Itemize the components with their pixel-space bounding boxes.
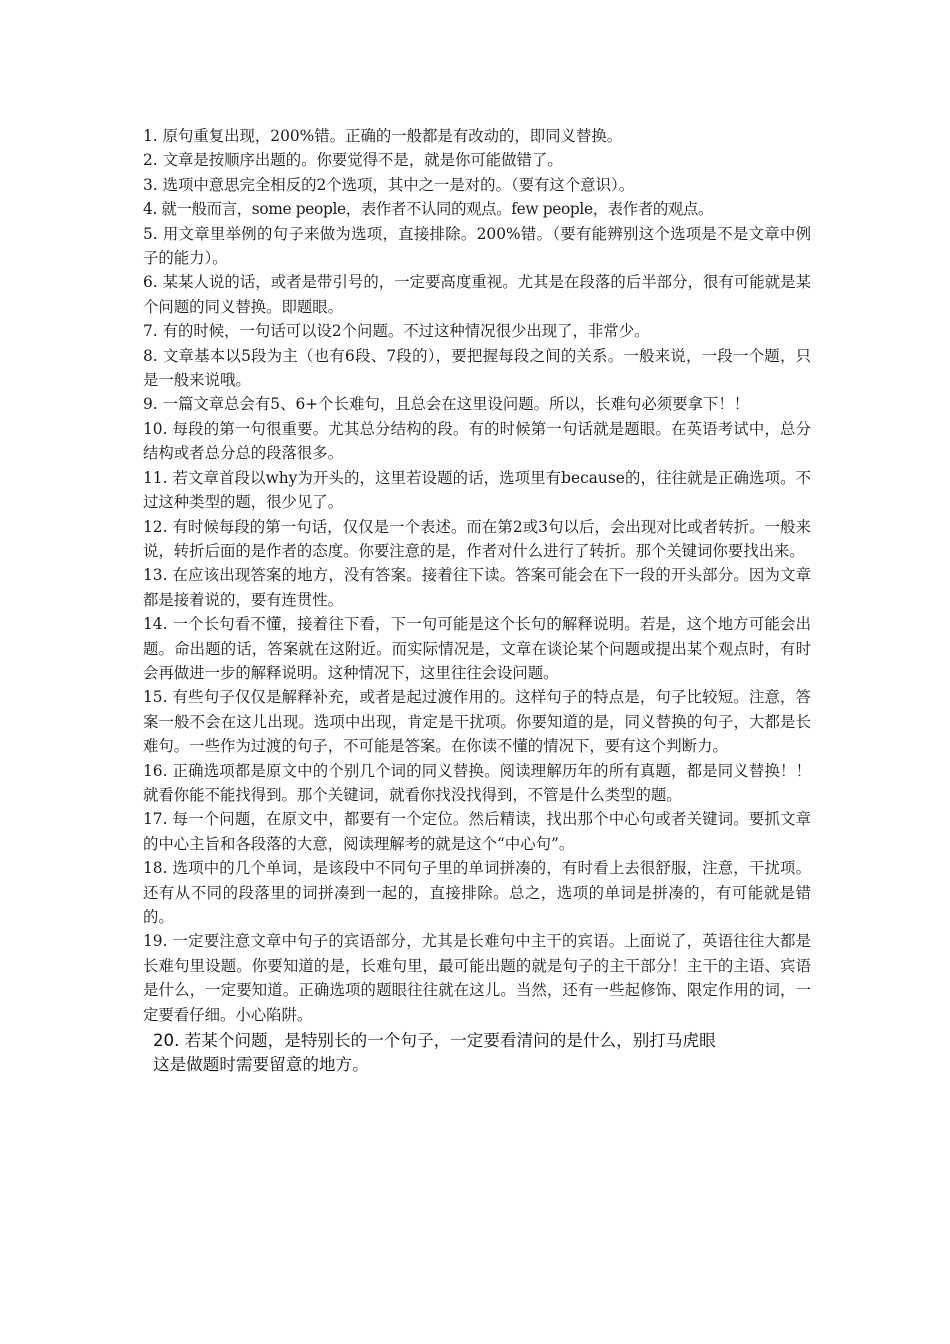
tip-item-16: 16. 正确选项都是原文中的个别几个词的同义替换。阅读理解历年的所有真题，都是同义替换！！就看你能不能找得到。那个关键词，就看你找没找得到，不管是什么类型的题。 (143, 761, 811, 804)
tip-item-2: 2. 文章是按顺序出题的。你要觉得不是，就是你可能做错了。 (143, 151, 563, 170)
tip-item-6: 6. 某某人说的话，或者是带引号的，一定要高度重视。尤其是在段落的后半部分，很有可能就是某个问题的同义替换。即题眼。 (143, 273, 811, 316)
tip-item-1: 1. 原句重复出现，200%错。正确的一般都是有改动的，即同义替换。 (143, 127, 623, 145)
tip-item-7: 7. 有的时候，一句话可以设2个问题。不过这种情况很少出现了，非常少。 (143, 322, 650, 341)
tip-item-9: 9. 一篇文章总会有5、6+个长难句，且总会在这里设问题。所以，长难句必须要拿下！！ (143, 395, 750, 414)
tip-item-18: 18. 选项中的几个单词，是该段中不同句子里的单词拼凑的，有时看上去很舒服，注意，干扰项。还有从不同的段落里的词拼凑到一起的，直接排除。总之，选项的单词是拼凑的，有可能就是错的。 (143, 859, 811, 926)
tip-item-4: 4. 就一般而言，some people，表作者不认同的观点。few people，表作者的观点。 (143, 200, 714, 219)
tip-item-3: 3. 选项中意思完全相反的2个选项，其中之一是对的。（要有这个意识）。 (143, 175, 635, 194)
tip-item-15: 15. 有些句子仅仅是解释补充，或者是起过渡作用的。这样句子的特点是，句子比较短。注意，答案一般不会在这儿出现。选项中出现，肯定是干扰项。你要知道的是，同义替换的句子，大都是长难句。一些作为过渡的句子，不可能是答案。在你读不懂的情况下，要有这个判断力。 (143, 688, 811, 756)
tip-item-12: 12. 有时候每段的第一句话，仅仅是一个表述。而在第2或3句以后，会出现对比或者转折。一般来说，转折后面的是作者的态度。你要注意的是，作者对什么进行了转折。那个关键词你要找出来。 (143, 517, 811, 560)
tip-item-14: 14. 一个长句看不懂，接着往下看，下一句可能是这个长句的解释说明。若是，这个地方可能会出题。命出题的话，答案就在这附近。而实际情况是，文章在谈论某个问题或提出某个观点时，有时会再做进一步的解释说明。这种情况下，这里往往会设问题。 (143, 615, 811, 682)
tip-item-17: 17. 每一个问题，在原文中，都要有一个定位。然后精读，找出那个中心句或者关键词。要抓文章的中心主旨和各段落的大意，阅读理解考的就是这个“中心句”。 (143, 810, 811, 853)
tip-item-20-line-1: 20. 若某个问题，是特别长的一个句子，一定要看清问的是什么，别打马虎眼 (153, 1031, 716, 1051)
tip-item-5: 5. 用文章里举例的句子来做为选项，直接排除。200%错。（要有能辨别这个选项是不是文章中例子的能力）。 (143, 224, 811, 268)
tip-item-8: 8. 文章基本以5段为主（也有6段、7段的），要把握每段之间的关系。一般来说，一段一个题，只是一般来说哦。 (143, 346, 811, 390)
tip-item-19: 19. 一定要注意文章中句子的宾语部分，尤其是长难句中主干的宾语。上面说了，英语往往大都是长难句里设题。你要知道的是，长难句里，最可能出题的就是句子的主干部分！主干的主语、宾语是什么，一定要知道。正确选项的题眼往往就在这儿。当然，还有一些起修饰、限定作用的词，一定要看仔细。小心陷阱。 (143, 932, 811, 1024)
tip-item-11: 11. 若文章首段以why为开头的，这里若设题的话，选项里有because的，往往就是正确选项。不过这种类型的题，很少见了。 (143, 468, 811, 512)
tip-item-20-line-2: 这是做题时需要留意的地方。 (153, 1055, 369, 1075)
tip-item-10: 10. 每段的第一句很重要。尤其总分结构的段。有的时候第一句话就是题眼。在英语考试中，总分结构或者总分总的段落很多。 (143, 419, 811, 463)
tip-item-20 (153, 1029, 811, 1077)
tip-item-13: 13. 在应该出现答案的地方，没有答案。接着往下读。答案可能会在下一段的开头部分。因为文章都是接着说的，要有连贯性。 (143, 566, 811, 609)
tips-list (143, 124, 811, 1077)
